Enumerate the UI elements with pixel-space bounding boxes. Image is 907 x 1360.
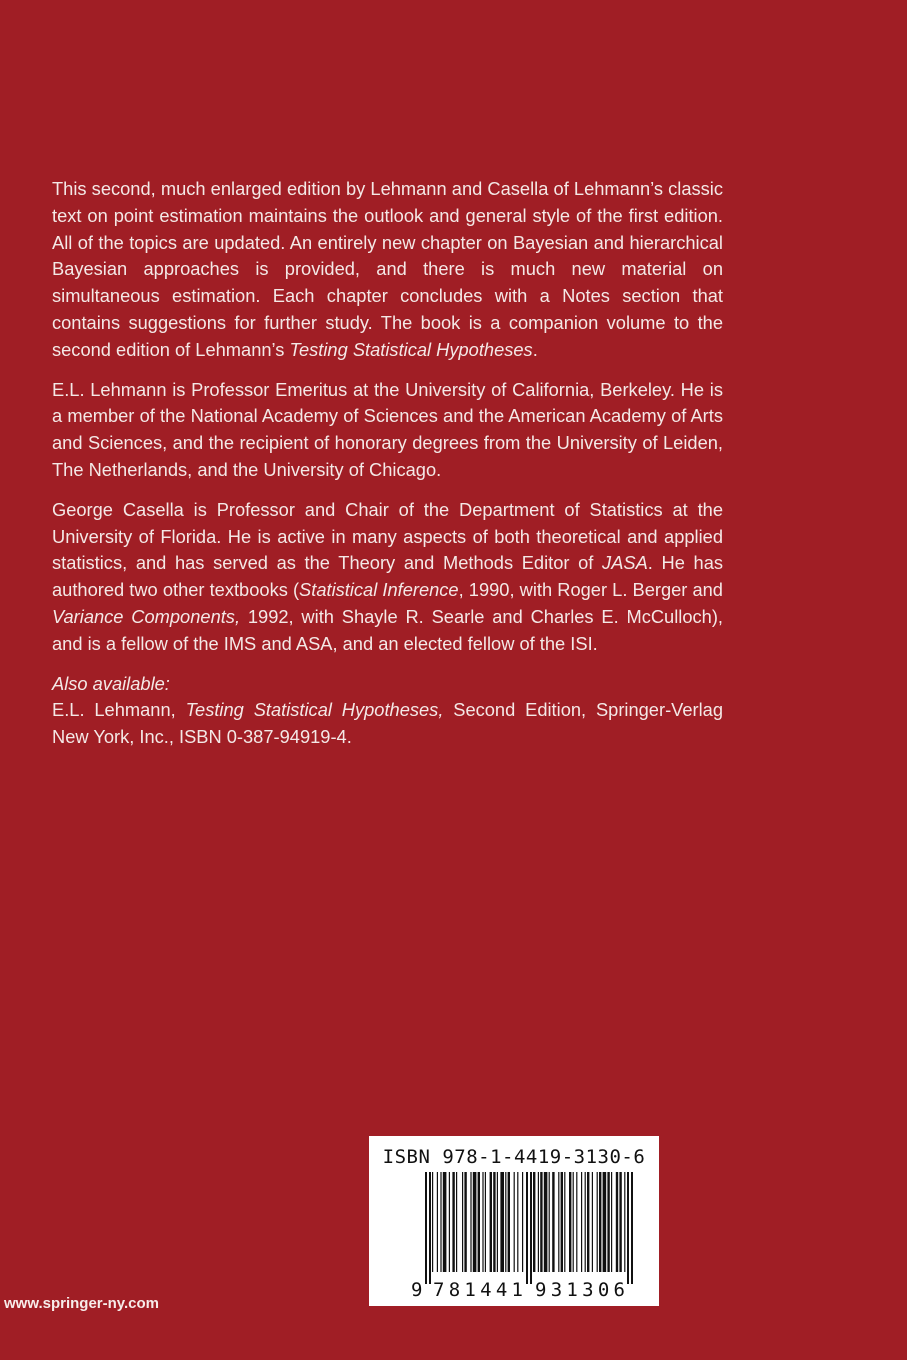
barcode-bar	[552, 1172, 554, 1272]
barcode-bar	[599, 1172, 601, 1272]
barcode-bar	[473, 1172, 477, 1272]
barcode-bar	[485, 1172, 486, 1272]
publisher-url: www.springer-ny.com	[4, 1295, 160, 1312]
barcode-bar	[603, 1172, 607, 1272]
description-block	[52, 176, 723, 751]
barcode-digit-first: 9	[411, 1279, 423, 1301]
barcode-bar	[493, 1172, 495, 1272]
barcode-bar	[497, 1172, 498, 1272]
isbn-text: ISBN 978-1-4419-3130-6	[382, 1146, 646, 1168]
barcode-bar	[592, 1172, 593, 1272]
barcode-bar	[456, 1172, 457, 1272]
barcode-bar	[581, 1172, 582, 1272]
barcode-bar	[464, 1172, 466, 1272]
barcode-bar	[607, 1172, 609, 1272]
barcode-bar	[587, 1172, 589, 1272]
barcode-bar	[470, 1172, 471, 1272]
also-details: Second Edition, Springer-Verlag New York, Inc., ISBN 0-387-94919-4.	[52, 699, 723, 748]
barcode-bar	[573, 1172, 574, 1272]
book-title: Variance Components,	[52, 605, 241, 627]
journal-name: JASA	[602, 552, 648, 574]
barcode-guard-bar	[631, 1172, 633, 1284]
barcode-digits-right: 931306	[535, 1279, 625, 1301]
barcode-bar	[597, 1172, 598, 1272]
barcode-bar	[569, 1172, 571, 1272]
barcode-bar	[500, 1172, 504, 1272]
barcode-label	[369, 1136, 659, 1306]
also-available-entry	[52, 697, 723, 751]
barcode-digits-left: 781441	[433, 1279, 523, 1301]
barcode-bar	[478, 1172, 480, 1272]
barcode-bar	[452, 1172, 454, 1272]
barcode-bar	[490, 1172, 492, 1272]
also-available-heading: Also available:	[52, 672, 170, 694]
barcode-bar	[576, 1172, 577, 1272]
barcode-bar	[540, 1172, 542, 1272]
barcode-bar	[443, 1172, 447, 1272]
barcode-bar	[462, 1172, 463, 1272]
barcode-bar	[517, 1172, 518, 1272]
barcode-bar	[549, 1172, 550, 1272]
barcode-bar	[564, 1172, 565, 1272]
barcode-bar	[624, 1172, 625, 1272]
barcode-bar	[449, 1172, 450, 1272]
description-text: This second, much enlarged edition by Lehmann and Casella of Lehmann’s classic text on point estimation maintains the outlook and general style of the first edition. All of the topics are updated. An entirely new chapter on Bayesian and hierarchical Bayesian approaches is provided, and there is much new material on simultaneous estimation. Each chapter concludes with a Notes section that contains suggestions for further study. The book is a companion volume to the second edition of Lehmann’s	[52, 178, 723, 360]
book-title: Statistical Inference	[299, 579, 459, 601]
barcode-guard-bar	[526, 1172, 528, 1284]
barcode-guard-bar	[429, 1172, 431, 1284]
description-paragraph-book	[52, 176, 723, 364]
casella-bio: George Casella is Professor and Chair of the Department of Statistics at the University of Florida. He is active in many aspects of both theoretical and applied statistics, and has served as the Theory and Methods Editor of	[52, 498, 723, 574]
description-paragraph-lehmann	[52, 377, 723, 484]
barcode-bar	[538, 1172, 539, 1272]
barcode-bar	[508, 1172, 510, 1272]
barcode-bar	[505, 1172, 506, 1272]
lehmann-bio: E.L. Lehmann is Professor Emeritus at the University of California, Berkeley. He is a member of the National Academy of Sciences and the American Academy of Arts and Sciences, and the recipient of honorary degrees from the University of Leiden, The Netherlands, and the University of Chicago.	[52, 378, 723, 480]
casella-bio: 1992, with Shayle R. Searle and Charles E. McCulloch), and is a fellow of the IMS and ASA, and an elected fellow of the ISI.	[52, 605, 723, 654]
barcode-bar	[437, 1172, 438, 1272]
barcode-bar	[561, 1172, 563, 1272]
barcode-guard-bar	[530, 1172, 532, 1284]
barcode-bar	[585, 1172, 586, 1272]
barcode-bar	[432, 1172, 433, 1272]
barcode-guard-bar	[425, 1172, 427, 1284]
barcode-bar	[611, 1172, 612, 1272]
barcode-bar	[533, 1172, 535, 1272]
description-paragraph-casella	[52, 497, 723, 658]
also-title: Testing Statistical Hypotheses,	[185, 699, 444, 721]
barcode-bar	[514, 1172, 515, 1272]
also-author: E.L. Lehmann,	[52, 699, 186, 721]
casella-bio: . He has authored two other textbooks (	[52, 552, 723, 601]
barcode-bar	[619, 1172, 621, 1272]
description-text: .	[532, 338, 538, 360]
casella-bio: , 1990, with Roger L. Berger and	[458, 579, 723, 601]
barcode-bar	[544, 1172, 548, 1272]
barcode-bar	[616, 1172, 618, 1272]
barcode-bar	[522, 1172, 523, 1272]
barcode-icon	[369, 1136, 659, 1306]
barcode-guard-bar	[627, 1172, 629, 1284]
barcode-bar	[558, 1172, 559, 1272]
also-available-label	[52, 671, 723, 698]
barcode-bar	[440, 1172, 441, 1272]
barcode-bar	[482, 1172, 483, 1272]
companion-title: Testing Statistical Hypotheses	[289, 338, 533, 360]
